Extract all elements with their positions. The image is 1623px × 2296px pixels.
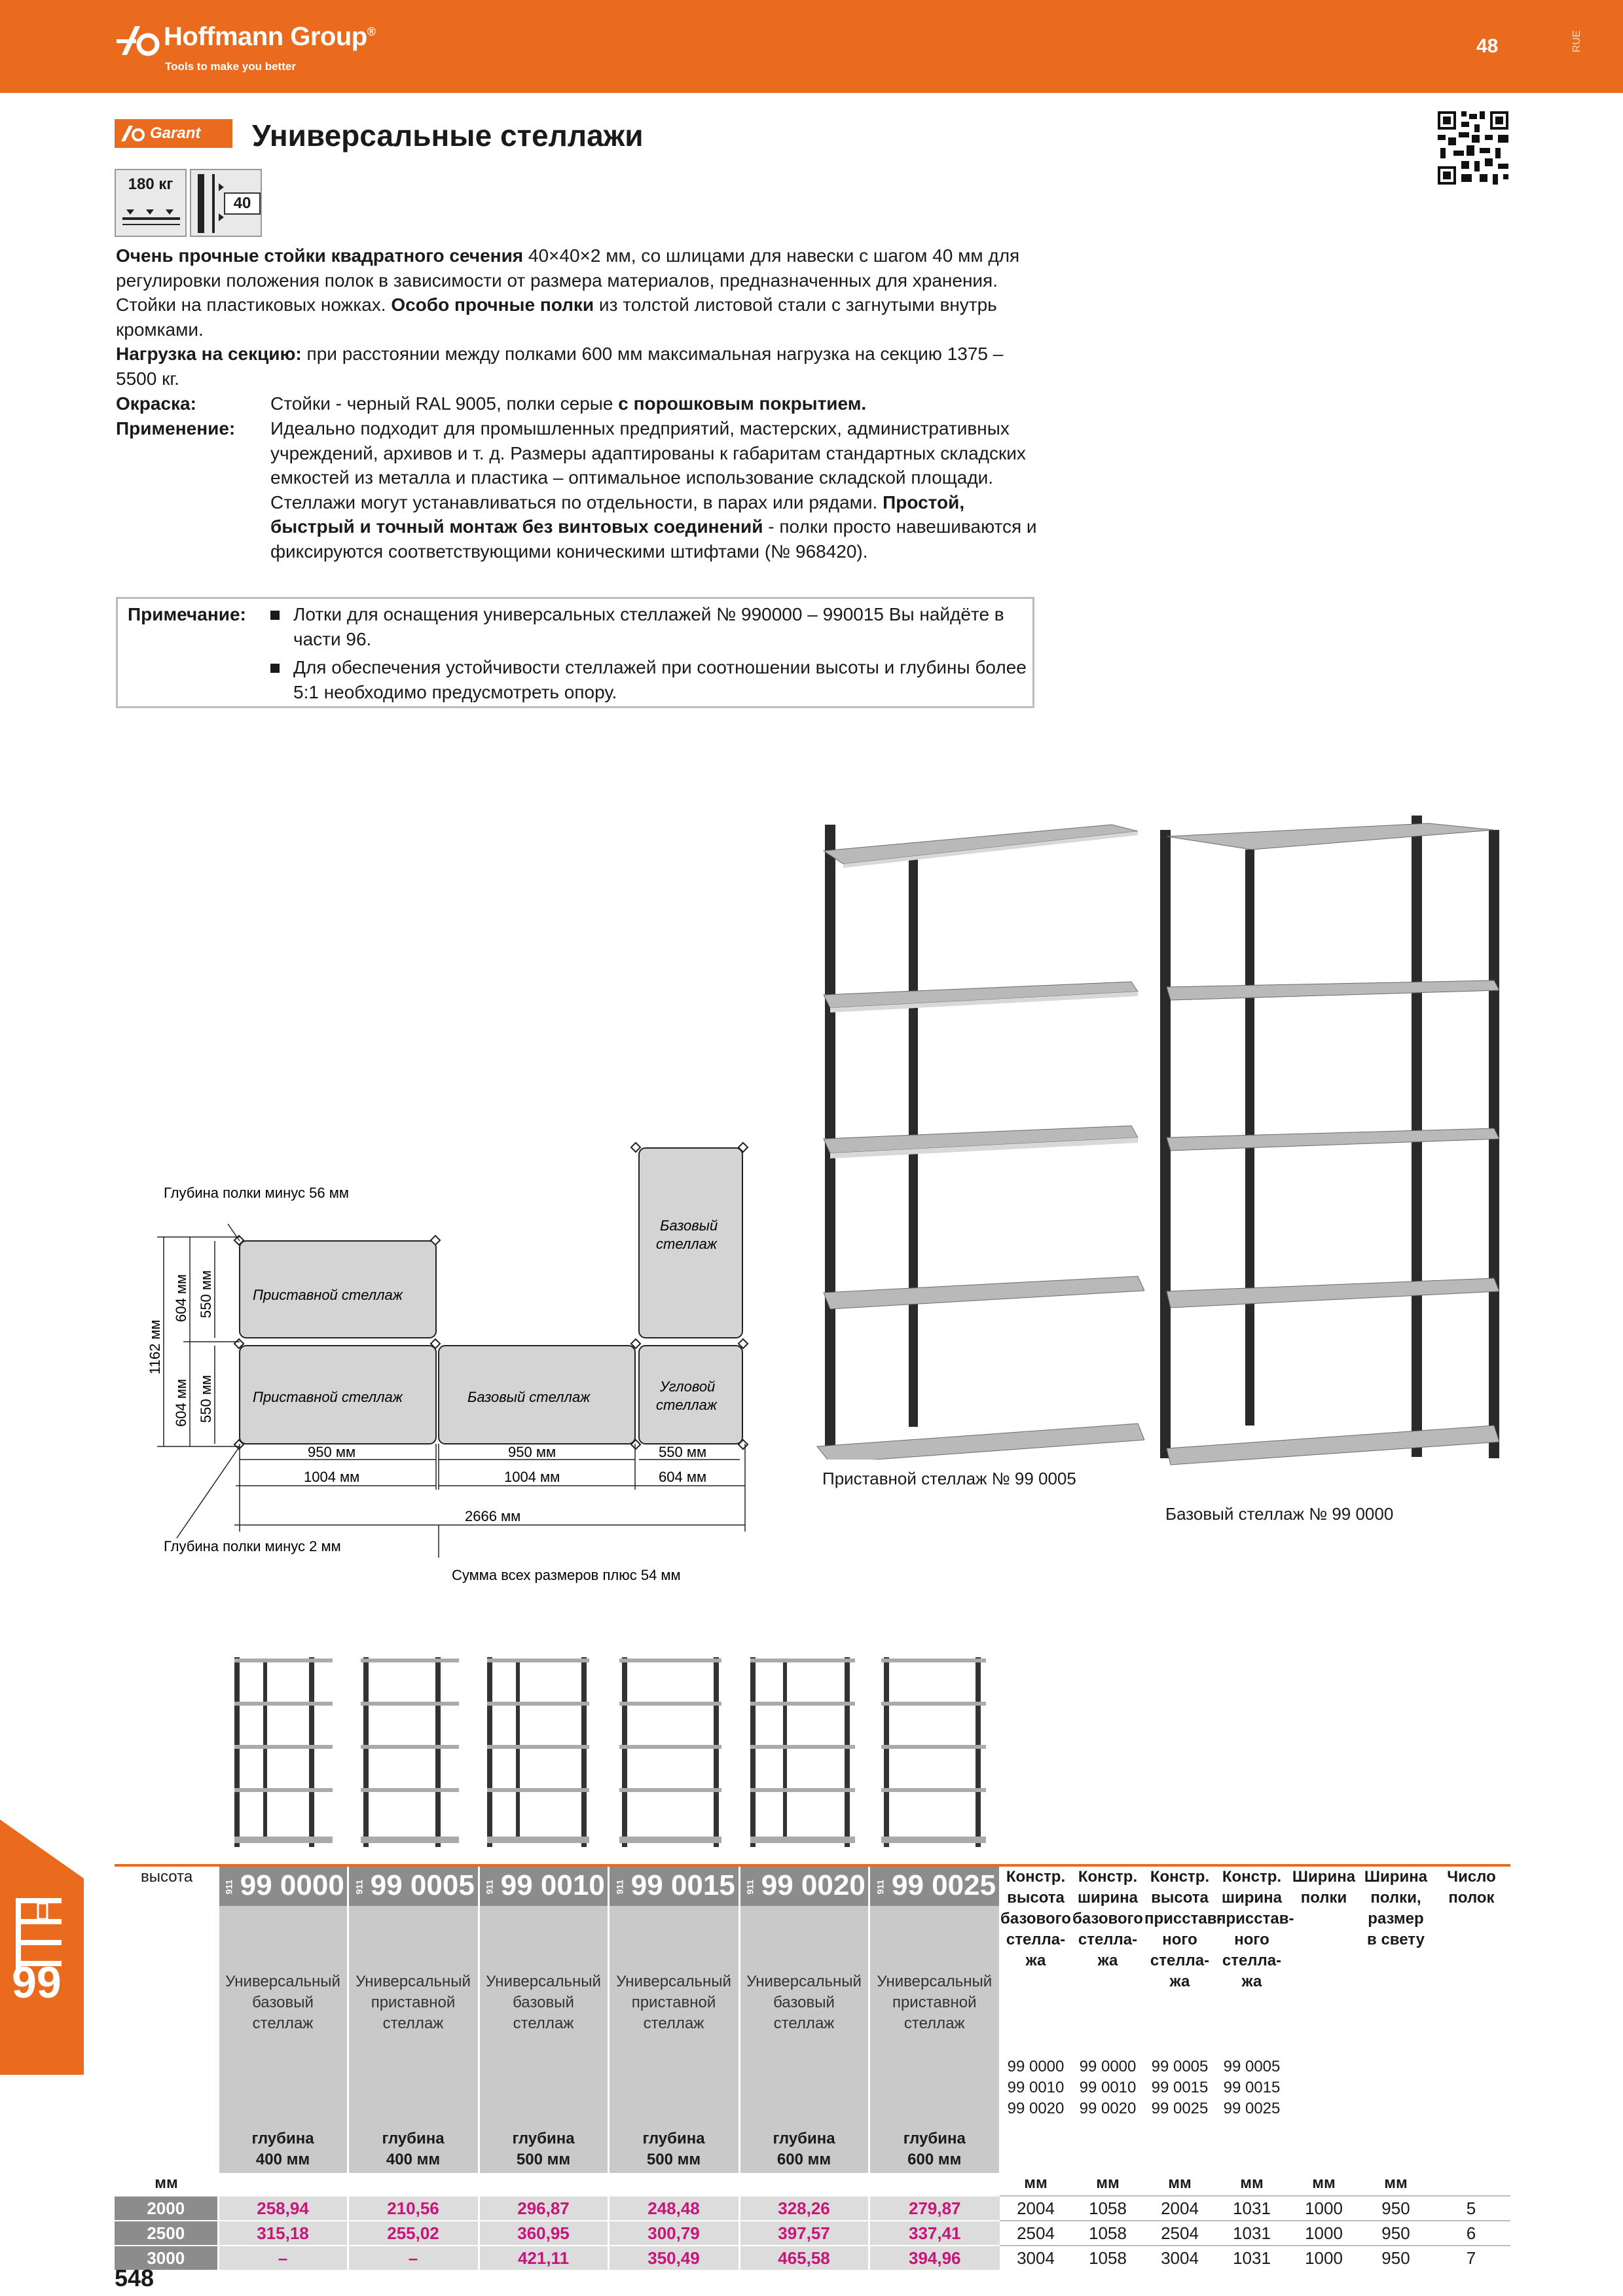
height-unit: мм bbox=[155, 2174, 178, 2193]
rack-post-icon bbox=[195, 174, 224, 233]
desc-bold-1: Очень прочные стойки квадратного сечения bbox=[116, 245, 524, 266]
spec-unit: мм bbox=[1312, 2174, 1336, 2193]
spec-header: Констр. высота базового стелла- жа 99 0000 99 0010 99 0020 bbox=[1000, 1867, 1072, 2173]
spec-cell: 2504 bbox=[1144, 2221, 1216, 2246]
product-description-cell: Универсальный приставной стеллаж глубина 400 мм bbox=[348, 1906, 479, 2173]
slot-step-badge bbox=[190, 169, 262, 237]
dim-550-lower: 550 мм bbox=[198, 1374, 214, 1423]
price-cell: – bbox=[218, 2246, 348, 2270]
row-height: 2500 bbox=[115, 2221, 218, 2246]
spec-cell: 1000 bbox=[1288, 2196, 1360, 2221]
product-description-cell: Универсальный базовый стеллаж глубина 600 мм bbox=[739, 1906, 869, 2173]
spec-header: Число полок bbox=[1432, 1867, 1510, 2173]
dim-550-c: 550 мм bbox=[659, 1444, 707, 1460]
dim-950-b: 950 мм bbox=[508, 1444, 556, 1460]
sum-plus-54-label: Сумма всех размеров плюс 54 мм bbox=[452, 1567, 681, 1583]
spec-cell: 7 bbox=[1432, 2246, 1510, 2270]
slot-step-value: 40 bbox=[224, 192, 261, 215]
corner-rack-label-1: Угловой bbox=[660, 1378, 716, 1395]
price-cell: 465,58 bbox=[739, 2246, 869, 2270]
desc-text-2: из толстой листовой стали с загнутыми внутрь кромками. bbox=[116, 295, 997, 340]
price-cell: 350,49 bbox=[608, 2246, 739, 2270]
price-cell: 279,87 bbox=[869, 2196, 1000, 2221]
note-list bbox=[270, 602, 1030, 708]
spec-unit: мм bbox=[1240, 2174, 1264, 2193]
addon-rack-upper-label: Приставной стеллаж bbox=[253, 1287, 403, 1303]
price-cell: 421,11 bbox=[479, 2246, 608, 2270]
spec-cell: 2004 bbox=[1000, 2196, 1072, 2221]
base-rack-photo bbox=[1154, 810, 1502, 1470]
price-cell: 337,41 bbox=[869, 2221, 1000, 2246]
product-description-cell: Универсальный базовый стеллаж глубина 500 мм bbox=[479, 1906, 608, 2173]
price-cell: 315,18 bbox=[218, 2221, 348, 2246]
spec-unit: мм bbox=[1168, 2174, 1192, 2193]
base-rack-caption: Базовый стеллаж № 99 0000 bbox=[1165, 1504, 1394, 1524]
product-code: 911 99 0010 bbox=[479, 1867, 608, 1906]
product-code: 911 99 0020 bbox=[739, 1867, 869, 1906]
rack-thumbnail-icon bbox=[615, 1653, 727, 1850]
desc-text-3: при расстоянии между полками 600 мм максимальная нагрузка на секцию 1375 – 5500 кг. bbox=[116, 344, 1004, 389]
rack-thumbnail-icon bbox=[230, 1653, 342, 1850]
spec-cell: 6 bbox=[1432, 2221, 1510, 2246]
spec-cell: 950 bbox=[1360, 2246, 1432, 2270]
addon-rack-lower-label: Приставной стеллаж bbox=[253, 1389, 403, 1405]
paint-label: Окраска: bbox=[116, 393, 196, 414]
spec-cell: 2504 bbox=[1000, 2221, 1072, 2246]
table-row bbox=[115, 2196, 1510, 2221]
row-height: 3000 bbox=[115, 2246, 218, 2270]
dim-2666: 2666 мм bbox=[465, 1508, 521, 1524]
spec-cell: 1058 bbox=[1072, 2246, 1144, 2270]
shelf-load-icon bbox=[121, 204, 181, 230]
base-rack-vertical-label-2: стеллаж bbox=[656, 1236, 718, 1252]
paint-text: Стойки - черный RAL 9005, полки серые с порошковым покрытием. bbox=[270, 393, 867, 414]
spec-cell: 1058 bbox=[1072, 2196, 1144, 2221]
product-description-cell: Универсальный приставной стеллаж глубина 500 мм bbox=[608, 1906, 739, 2173]
price-cell: – bbox=[348, 2246, 479, 2270]
spec-cell: 3004 bbox=[1144, 2246, 1216, 2270]
load-capacity-value: 180 кг bbox=[128, 175, 173, 193]
rack-thumbnail-icon bbox=[483, 1653, 594, 1850]
corner-rack-box bbox=[639, 1346, 742, 1444]
spec-header: Констр. ширина присстав- ного стелла- жа 99 0005 99 0015 99 0025 bbox=[1216, 1867, 1288, 2173]
page-title: Универсальные стеллажи bbox=[252, 118, 644, 152]
table-row bbox=[115, 2221, 1510, 2246]
product-code: 911 99 0000 bbox=[218, 1867, 348, 1906]
spec-header: Ширина полки, размер в свету bbox=[1360, 1867, 1432, 2173]
product-code: 911 99 0025 bbox=[869, 1867, 1000, 1906]
spec-cell: 1031 bbox=[1216, 2221, 1288, 2246]
spec-cell: 5 bbox=[1432, 2196, 1510, 2221]
product-description bbox=[116, 243, 1032, 391]
dim-1162: 1162 мм bbox=[147, 1319, 163, 1374]
rack-thumbnail-icon bbox=[877, 1653, 989, 1850]
base-rack-label: Базовый стеллаж bbox=[467, 1389, 591, 1405]
spec-cell: 1058 bbox=[1072, 2221, 1144, 2246]
desc-text-1: 40×40×2 мм, со шлицами для навески с шагом 40 мм для регулировки положения полок в зависимости от размера материалов, предназначенных для хранения. Стойки на пластиковых ножках. bbox=[116, 245, 1020, 315]
price-cell: 210,56 bbox=[348, 2196, 479, 2221]
note-item: Для обеспечения устойчивости стеллажей при соотношении высоты и глубины более 5:1 необходимо предусмотреть опору. bbox=[270, 655, 1030, 704]
price-cell: 394,96 bbox=[869, 2246, 1000, 2270]
chapter-tab bbox=[0, 1820, 84, 2075]
brand-name: Hoffmann Group® bbox=[164, 22, 376, 51]
product-description-cell: Универсальный приставной стеллаж глубина 600 мм bbox=[869, 1906, 1000, 2173]
price-cell: 296,87 bbox=[479, 2196, 608, 2221]
garant-mark-icon bbox=[120, 124, 146, 143]
spec-header: Констр. высота присстав- ного стелла- жа 99 0005 99 0015 99 0025 bbox=[1144, 1867, 1216, 2173]
price-cell: 258,94 bbox=[218, 2196, 348, 2221]
spec-cell: 1000 bbox=[1288, 2221, 1360, 2246]
price-cell: 248,48 bbox=[608, 2196, 739, 2221]
dim-950-a: 950 мм bbox=[308, 1444, 356, 1460]
page-reference: 48 bbox=[1476, 35, 1499, 57]
price-cell: 397,57 bbox=[739, 2221, 869, 2246]
spec-cell: 3004 bbox=[1000, 2246, 1072, 2270]
desc-bold-2: Особо прочные полки bbox=[391, 295, 594, 315]
load-capacity-badge bbox=[115, 169, 187, 237]
dim-604-c: 604 мм bbox=[659, 1469, 707, 1485]
dim-1004-b: 1004 мм bbox=[504, 1469, 560, 1485]
product-code: 911 99 0005 bbox=[348, 1867, 479, 1906]
note-item: Лотки для оснащения универсальных стеллажей № 990000 – 990015 Вы найдёте в части 96. bbox=[270, 602, 1030, 651]
spec-unit: мм bbox=[1384, 2174, 1408, 2193]
height-col-header: высота bbox=[141, 1868, 193, 1886]
language-code: RUE bbox=[1571, 30, 1582, 52]
spec-header: Констр. ширина базового стелла- жа 99 0000 99 0010 99 0020 bbox=[1072, 1867, 1144, 2173]
note-label: Примечание: bbox=[128, 604, 246, 624]
desc-bold-3: Нагрузка на секцию: bbox=[116, 344, 302, 364]
layout-diagram bbox=[137, 1132, 753, 1584]
chapter-number: 99 bbox=[12, 1958, 62, 2007]
spec-cell: 950 bbox=[1360, 2221, 1432, 2246]
rack-thumbnail-icon bbox=[746, 1653, 858, 1850]
price-cell: 360,95 bbox=[479, 2221, 608, 2246]
dim-550-upper: 550 мм bbox=[198, 1270, 214, 1318]
dim-604-lower: 604 мм bbox=[173, 1378, 189, 1427]
product-description-cell: Универсальный базовый стеллаж глубина 400 мм bbox=[218, 1906, 348, 2173]
base-rack-vertical-label-1: Базовый bbox=[660, 1217, 718, 1234]
garant-logo: Garant bbox=[115, 119, 232, 148]
addon-rack-photo bbox=[804, 812, 1144, 1460]
price-cell: 328,26 bbox=[739, 2196, 869, 2221]
row-height: 2000 bbox=[115, 2196, 218, 2221]
spec-cell: 1031 bbox=[1216, 2246, 1288, 2270]
spec-cell: 2004 bbox=[1144, 2196, 1216, 2221]
spec-cell: 950 bbox=[1360, 2196, 1432, 2221]
usage-text: Идеально подходит для промышленных предприятий, мастерских, административных учреждений, архивов и т. д. Размеры адаптированы к габаритам стандартных складских емкостей из металла и пластика – оптимальное использование складской площади. Стеллажи могут устанавливаться по отдельности, в парах или рядами. Простой, быстрый и точный монтаж без винтовых соединений - полки просто навешиваются и фиксируются соответствующими коническими штифтами (№ 968420). bbox=[270, 418, 1037, 562]
hoffmann-logo-icon bbox=[117, 22, 161, 60]
table-row bbox=[115, 2246, 1510, 2270]
spec-header: Ширина полки bbox=[1288, 1867, 1360, 2173]
page-number: 548 bbox=[115, 2265, 155, 2291]
price-table bbox=[115, 1867, 1510, 2270]
corner-rack-label-2: стеллаж bbox=[656, 1397, 718, 1413]
dim-1004-a: 1004 мм bbox=[304, 1469, 360, 1485]
depth-minus-2-label: Глубина полки минус 2 мм bbox=[164, 1538, 341, 1554]
product-code: 911 99 0015 bbox=[608, 1867, 739, 1906]
spec-unit: мм bbox=[1024, 2174, 1048, 2193]
price-cell: 300,79 bbox=[608, 2221, 739, 2246]
price-cell: 255,02 bbox=[348, 2221, 479, 2246]
usage-label: Применение: bbox=[116, 418, 236, 439]
spec-unit: мм bbox=[1096, 2174, 1120, 2193]
brand-tagline: Tools to make you better bbox=[165, 60, 296, 73]
spec-cell: 1000 bbox=[1288, 2246, 1360, 2270]
depth-minus-56-label: Глубина полки минус 56 мм bbox=[164, 1185, 349, 1201]
rack-thumbnail-icon bbox=[357, 1653, 468, 1850]
dim-604-upper: 604 мм bbox=[173, 1274, 189, 1322]
qr-code-icon bbox=[1438, 111, 1508, 185]
spec-cell: 1031 bbox=[1216, 2196, 1288, 2221]
spec-unit bbox=[1432, 2173, 1510, 2196]
addon-rack-caption: Приставной стеллаж № 99 0005 bbox=[822, 1469, 1076, 1488]
price-table-wrapper bbox=[115, 1867, 1510, 2270]
